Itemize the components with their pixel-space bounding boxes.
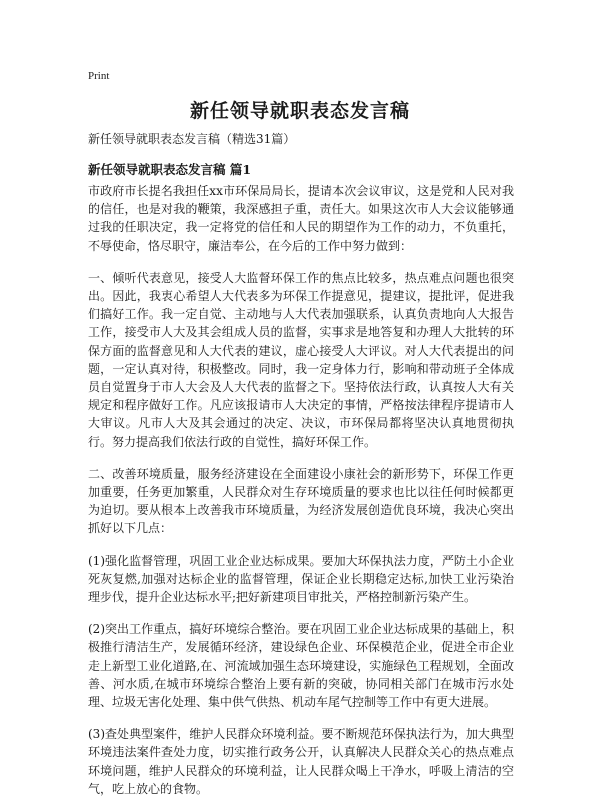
document-subtitle: 新任领导就职表态发言稿（精选31篇） [88, 132, 296, 146]
article-body [88, 182, 514, 812]
section-heading: 新任领导就职表态发言稿 篇1 [88, 162, 252, 177]
paragraph-point-one: 一、倾听代表意见，接受人大监督环保工作的焦点比较多，热点难点问题也很突出。因此，我衷心希望人大代表多为环保工作提意见，提建议，提批评，促进我们搞好工作。我一定自觉、主动地与人大代表加强联系，认真负责地向人大报告工作，接受市人大及其会组成人员的监督，实事求是地答复和办理人大批转的环保方面的监督意见和人大代表的建议，虚心接受人大评议。对人大代表提出的问题，一定认真对待，积极整改。同时，我一定身体力行，影响和带动班子全体成员自觉置身于市人大会及人大代表的监督之下。坚持依法行政，认真按人大有关规定和程序做好工作。凡应该报请市人大决定的事情，严格按法律程序提请市人大审议。凡市人大及其会通过的决定、决议，市环保局都将坚决认真地贯彻执行。努力提高我们依法行政的自觉性，搞好环保工作。 [88, 270, 514, 449]
paragraph-item-1: (1)强化监督管理，巩固工业企业达标成果。要加大环保执法力度，严防土小企业死灰复燃,加强对达标企业的监督管理，保证企业长期稳定达标,加快工业污染治理步伐，提升企业达标水平;把好新建项目审批关，严格控制新污染产生。 [88, 553, 514, 605]
document-title: 新任领导就职表态发言稿 [189, 100, 410, 122]
print-link[interactable]: Print [88, 70, 110, 82]
paragraph-point-two: 二、改善环境质量，服务经济建设在全面建设小康社会的新形势下，环保工作更加重要，任务更加繁重，人民群众对生存环境质量的要求也比以往任何时候都更为迫切。要从根本上改善我市环境质量，为经济发展创造优良环境，我决心突出抓好以下几点： [88, 466, 514, 536]
paragraph-intro: 市政府市长提名我担任xx市环保局局长，提请本次会议审议，这是党和人民对我的信任，也是对我的鞭策，我深感担子重，责任大。如果这次市人大会议能够通过我的任职决定，我一定将党的信任和人民的期望作为工作的动力，不负重托，不辱使命，恪尽职守，廉洁奉公，在今后的工作中努力做到： [88, 184, 514, 253]
paragraph-item-3: (3)查处典型案件，维护人民群众环境利益。要不断规范环保执法行为，加大典型环境违法案件查处力度，切实推行政务公开，认真解决人民群众关心的热点难点环境问题，维护人民群众的环境利益，让人民群众喝上干净水，呼吸上清洁的空气，吃上放心的食物。 [88, 727, 514, 796]
paragraph-item-2: (2)突出工作重点，搞好环境综合整治。要在巩固工业企业达标成果的基础上，积极推行清洁生产，发展循环经济，建设绿色企业、环保模范企业，促进全市企业走上新型工业化道路,在、河流域加强生态环境建设，实施绿色工程规划，全面改善、河水质,在城市环境综合整治上要有新的突破，协同相关部门在城市污水处理、垃圾无害化处理、集中供气供热、机动车尾气控制等工作中有更大进展。 [88, 622, 514, 710]
